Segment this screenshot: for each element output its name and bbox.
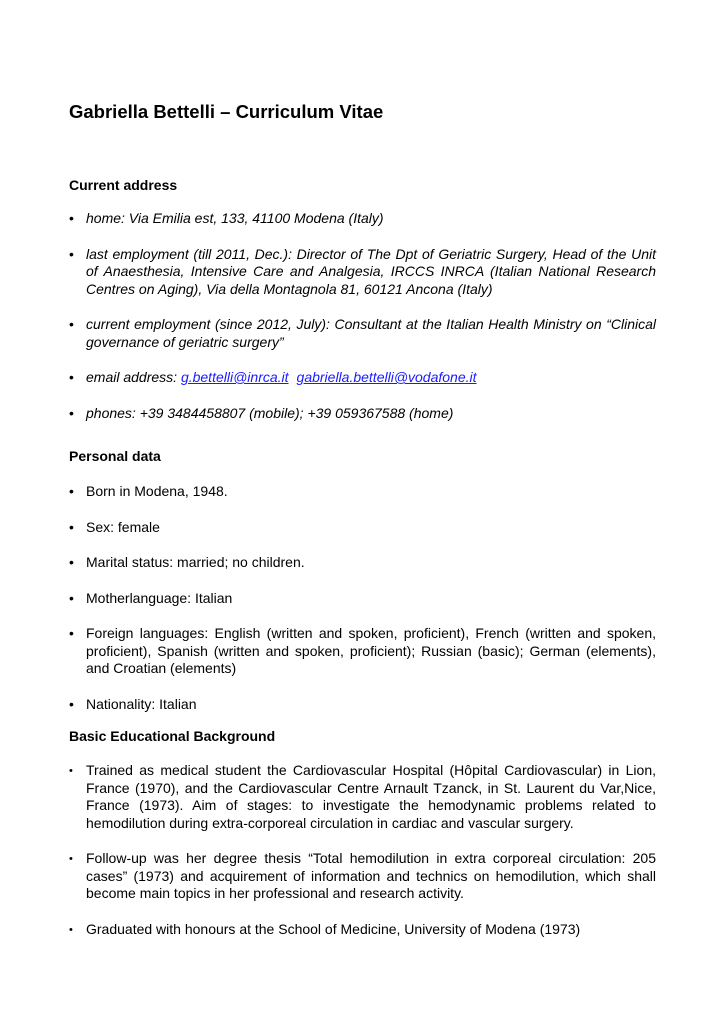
list-item (69, 405, 656, 423)
section-heading-personal-data: Personal data (69, 448, 161, 464)
section-heading-current-address: Current address (69, 177, 178, 193)
email-link-inrca[interactable]: g.bettelli@inrca.it (180, 369, 289, 385)
bullet-icon: • (69, 853, 73, 865)
bullet-icon: • (69, 518, 74, 535)
email-label: email address: (86, 369, 181, 385)
bullet-icon: • (69, 554, 74, 570)
bullet-icon: • (69, 765, 73, 777)
bullet-icon: • (69, 316, 74, 332)
home-address: home: Via Emilia est, 133, 41100 Modena (Italy) (86, 210, 384, 226)
list-item: • Nationality: Italian (69, 695, 197, 712)
list-item: • Graduated with honours at the School of Medicine, University of Modena (1973) (69, 921, 656, 939)
phones: phones: +39 3484458807 (mobile); +39 059367588 (home) (86, 404, 454, 421)
email-link-vodafone[interactable]: gabriella.bettelli@vodafone.it (296, 369, 477, 385)
list-item (69, 316, 656, 351)
list-item (69, 246, 656, 299)
bullet-icon: • (69, 404, 74, 421)
bullet-icon: • (69, 245, 74, 262)
bullet-icon: • (69, 369, 74, 385)
current-employment: current employment (since 2012, July): Consultant at the Italian Health Ministry on “Clinical governance of geriatric surgery” (86, 316, 656, 350)
bullet-icon: • (69, 210, 74, 226)
list-item: • Trained as medical student the Cardiovascular Hospital (Hôpital Cardiovascular) in Lion, France (1970), and the Cardiovascular Centre Arnault Tzanck, in St. Laurent du Var,Nice, France (1973). Aim of stages: to investigate the hemodynamic problems related to hemodilution during extra-corporeal circulation in cardiac and vascular surgery. (69, 762, 656, 831)
bullet-icon: • (69, 589, 74, 606)
current-address-list (69, 210, 656, 422)
bullet-icon: • (69, 625, 74, 641)
bullet-icon: • (69, 695, 74, 712)
document-title: Gabriella Bettelli – Curriculum Vitae (69, 101, 384, 122)
education-list (69, 762, 656, 938)
bullet-icon: • (69, 483, 74, 499)
list-item (69, 369, 656, 387)
list-item: • Marital status: married; no children. (69, 554, 305, 570)
last-employment: last employment (till 2011, Dec.): Director of The Dpt of Geriatric Surgery, Head of the Unit of Anaesthesia, Intensive Care and Analgesia, IRCCS INRCA (Italian National Research Centres on Aging), Via della Montagnola 81, 60121 Ancona (Italy) (86, 245, 656, 297)
list-item (69, 210, 656, 228)
list-item: • Foreign languages: English (written and spoken, proficient), French (written and spoken, proficient), Spanish (written and spoken, proficient); Russian (basic); German (elements), and Croatian (elements) (69, 625, 656, 676)
section-heading-education: Basic Educational Background (69, 728, 276, 744)
list-item: • Sex: female (69, 518, 160, 535)
list-item: • Follow-up was her degree thesis “Total hemodilution in extra corporeal circulation: 205 cases” (1973) and acquirement of information and technics on hemodilution, which shall become main topics in her professional and research activity. (69, 850, 656, 901)
list-item: • Born in Modena, 1948. (69, 483, 228, 499)
list-item: • Motherlanguage: Italian (69, 589, 233, 606)
personal-data-list (69, 483, 656, 713)
bullet-icon: • (69, 923, 73, 936)
